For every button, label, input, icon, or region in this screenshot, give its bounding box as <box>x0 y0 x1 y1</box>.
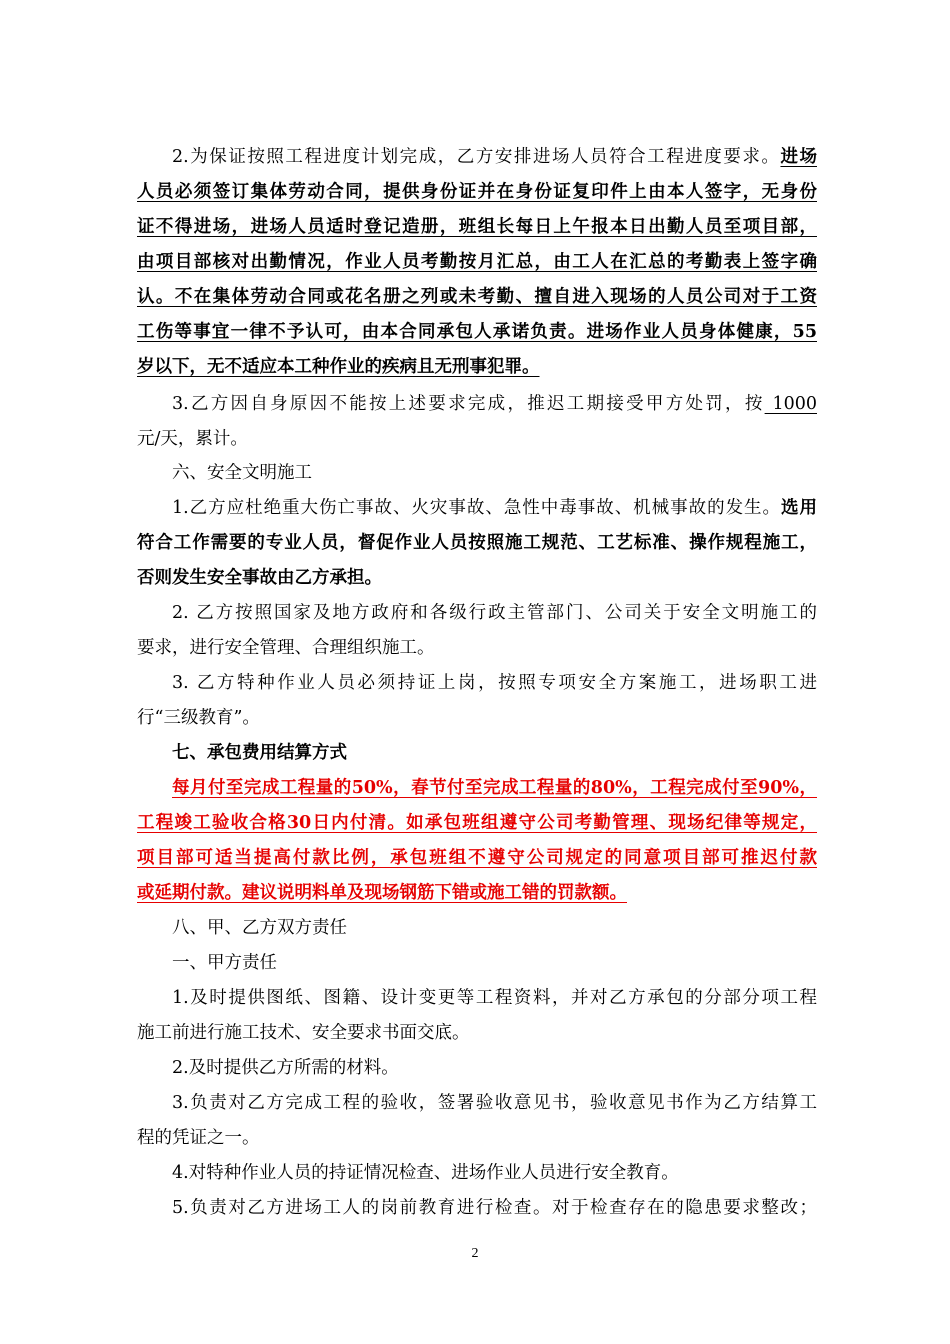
text-run: 选用 <box>781 498 817 518</box>
text-run: 岁以下，无不适应本工种作业的疾病且无刑事犯罪。 <box>137 357 540 377</box>
text-run: 3.乙方因自身原因不能按上述要求完成，推迟工期接受甲方处罚，按 <box>172 394 765 414</box>
text-run: 符合工作需要的专业人员，督促作业人员按照施工规范、工艺标准、操作规程施工， <box>137 533 817 553</box>
text-line <box>172 986 817 1010</box>
text-line <box>172 1196 817 1220</box>
text-run: 每月付至完成工程量的50%，春节付至完成工程量的80%，工程完成付至90%， <box>172 778 817 798</box>
text-line <box>137 1021 817 1045</box>
text-run: 2.为保证按照工程进度计划完成，乙方安排进场人员符合工程进度要求。 <box>172 147 781 167</box>
text-run: 5.负责对乙方进场工人的岗前教育进行检查。对于检查存在的隐患要求整改； <box>172 1198 817 1218</box>
text-run: 人员必须签订集体劳动合同，提供身份证并在身份证复印件上由本人签字，无身份 <box>137 182 817 202</box>
text-line <box>137 427 817 451</box>
text-run: 六、安全文明施工 <box>172 463 312 483</box>
text-line <box>172 1161 817 1185</box>
text-run: 或延期付款。建议说明料单及现场钢筋下错或施工错的罚款额。 <box>137 883 627 903</box>
text-line <box>172 601 817 625</box>
text-line <box>172 776 817 800</box>
text-line <box>172 496 817 520</box>
text-line <box>137 566 817 590</box>
text-line <box>137 215 817 239</box>
text-line <box>137 250 817 274</box>
text-line <box>137 1126 817 1150</box>
text-run: 1.及时提供图纸、图籍、设计变更等工程资料，并对乙方承包的分部分项工程 <box>172 988 817 1008</box>
text-run: 否则发生安全事故由乙方承担。 <box>137 568 382 588</box>
text-line <box>172 741 817 765</box>
text-run: 八、甲、乙方双方责任 <box>172 918 347 938</box>
page-number: 2 <box>471 1246 479 1261</box>
text-run: 1.乙方应杜绝重大伤亡事故、火灾事故、急性中毒事故、机械事故的发生。 <box>172 498 782 518</box>
text-run: 工程竣工验收合格30日内付清。如承包班组遵守公司考勤管理、现场纪律等规定， <box>137 813 817 833</box>
text-line <box>137 706 817 730</box>
text-run: 行“三级教育”。 <box>137 708 260 728</box>
text-run: 程的凭证之一。 <box>137 1128 260 1148</box>
text-run: 七、承包费用结算方式 <box>172 743 347 763</box>
text-line <box>137 531 817 555</box>
text-line <box>172 1056 817 1080</box>
text-line <box>172 145 817 169</box>
text-line <box>172 916 817 940</box>
text-run: 认。不在集体劳动合同或花名册之列或未考勤、擅自进入现场的人员公司对于工资 <box>137 287 817 307</box>
text-run: 3.负责对乙方完成工程的验收，签署验收意见书，验收意见书作为乙方结算工 <box>172 1093 817 1113</box>
text-run: 证不得进场，进场人员适时登记造册，班组长每日上午报本日出勤人员至项目部， <box>137 217 817 237</box>
text-run: 3. 乙方特种作业人员必须持证上岗，按照专项安全方案施工，进场职工进 <box>172 673 817 693</box>
text-line <box>172 1091 817 1115</box>
text-run: 由项目部核对出勤情况，作业人员考勤按月汇总，由工人在汇总的考勤表上签字确 <box>137 252 817 272</box>
text-line <box>137 355 817 379</box>
text-run: 项目部可适当提高付款比例，承包班组不遵守公司规定的同意项目部可推迟付款 <box>137 848 817 868</box>
text-line <box>172 392 817 416</box>
text-line <box>137 811 817 835</box>
text-line <box>172 951 817 975</box>
text-run: 2.及时提供乙方所需的材料。 <box>172 1058 399 1078</box>
text-line <box>172 671 817 695</box>
text-run: 2. 乙方按照国家及地方政府和各级行政主管部门、公司关于安全文明施工的 <box>172 603 817 623</box>
text-line <box>172 461 817 485</box>
text-run: 进场 <box>780 147 817 167</box>
text-line <box>137 180 817 204</box>
text-run: 元/天，累计。 <box>137 429 248 449</box>
text-run: 施工前进行施工技术、安全要求书面交底。 <box>137 1023 470 1043</box>
text-line <box>137 285 817 309</box>
text-run: 一、甲方责任 <box>172 953 277 973</box>
text-line <box>137 846 817 870</box>
text-line <box>137 320 817 344</box>
text-line <box>137 636 817 660</box>
text-run: 1000 <box>764 394 817 414</box>
text-run: 工伤等事宜一律不予认可，由本合同承包人承诺负责。进场作业人员身体健康，55 <box>137 322 817 342</box>
text-run: 4.对特种作业人员的持证情况检查、进场作业人员进行安全教育。 <box>172 1163 679 1183</box>
text-line <box>137 881 817 905</box>
text-run: 要求，进行安全管理、合理组织施工。 <box>137 638 435 658</box>
